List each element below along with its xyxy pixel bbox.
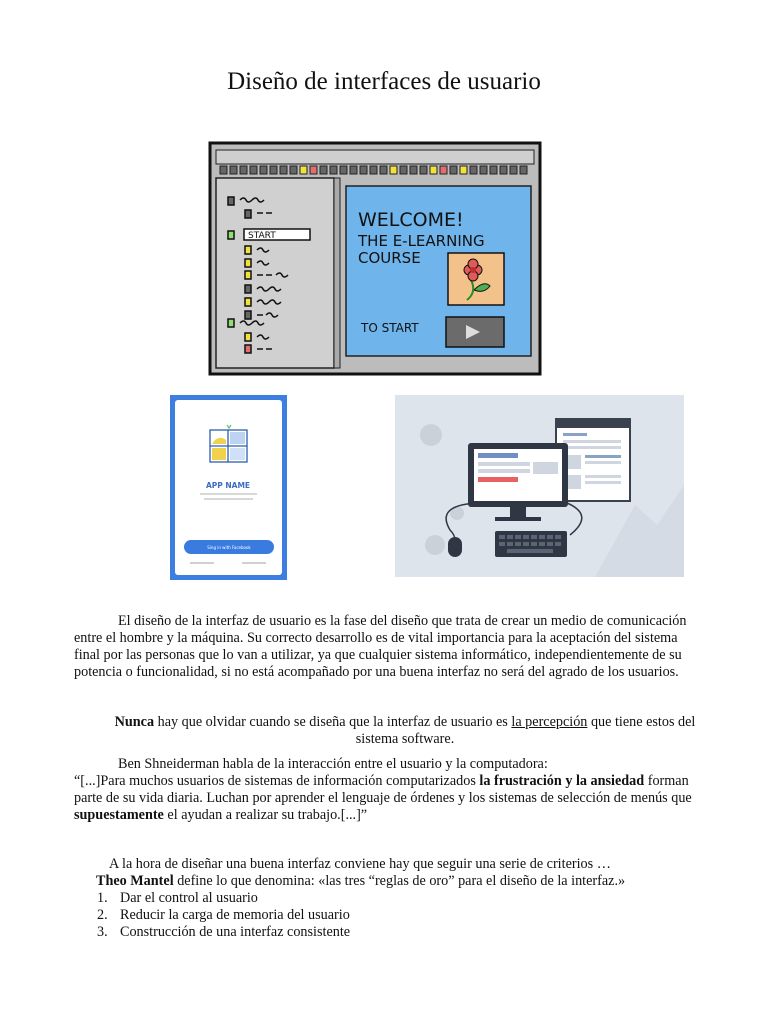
list-text: Reducir la carga de memoria del usuario — [120, 907, 350, 923]
start-tree-label: START — [248, 231, 276, 241]
list-item — [97, 907, 350, 924]
to-start-text: TO START — [361, 321, 419, 335]
mouse-icon — [448, 537, 462, 557]
shneiderman-intro: Ben Shneiderman habla de la interacción entre el usuario y la computadora: — [118, 756, 548, 772]
intro-paragraph: El diseño de la interfaz de usuario es la fase del diseño que trata de crear un medio de comunicación entre el hombre y la máquina. Su correcto desarrollo es de vital importancia para la aceptación del sistema final por las personas que lo van a utilizar, ya que cualquier sistema informático, independientemente de su potencia o funcionalidad, si no está acompañado por una buena interfaz no será del agrado de los usuarios. — [74, 613, 687, 680]
computer-illustration — [395, 395, 684, 577]
mobile-app-illustration — [170, 395, 287, 580]
elearning-line3: COURSE — [358, 249, 421, 267]
quote-part-b: forman parte de su vida diaria. Luchan por aprender el lenguaje de órdenes y los sistemas de selección de menús que — [74, 773, 692, 806]
perception-paragraph — [110, 714, 700, 748]
list-text: Dar el control al usuario — [120, 890, 258, 906]
quote-part-a: “[...]Para muchos usuarios de sistemas de información computarizados — [74, 773, 480, 789]
app-logo-icon — [210, 425, 247, 462]
facebook-signin-label: Sing in with Facebook — [207, 545, 251, 550]
list-number: 3. — [97, 924, 108, 940]
nunca-bold: Nunca — [114, 714, 155, 730]
list-item — [97, 890, 258, 907]
elearning-illustration — [208, 140, 544, 378]
list-number: 1. — [97, 890, 108, 906]
welcome-text: WELCOME! — [358, 209, 464, 231]
flower-icon — [448, 253, 504, 305]
list-text: Construcción de una interfaz consistente — [120, 924, 351, 940]
list-number: 2. — [97, 907, 108, 923]
theo-mantel-line — [96, 873, 716, 890]
theo-mantel-bold: Theo Mantel — [96, 873, 174, 889]
app-name: APP NAME — [205, 481, 251, 490]
perception-text-2: que tiene estos del sistema software. — [355, 714, 696, 747]
perception-text-1: hay que olvidar cuando se diseña que la interfaz de usuario es — [154, 714, 512, 730]
list-item — [97, 924, 350, 941]
shneiderman-quote — [74, 773, 694, 824]
document-title: Diseño de interfaces de usuario — [227, 68, 541, 95]
elearning-line2: THE E-LEARNING — [358, 232, 485, 250]
play-button-icon — [446, 317, 504, 347]
perception-underlined: la percepción — [511, 714, 588, 730]
quote-bold-1: la frustración y la ansiedad — [479, 773, 645, 789]
toolbar-icons — [220, 166, 527, 174]
theo-mantel-text: define lo que denomina: «las tres “reglas de oro” para el diseño de la interfaz.» — [173, 873, 626, 889]
quote-bold-2: supuestamente — [74, 807, 164, 823]
quote-part-c: el ayudan a realizar su trabajo.[...]” — [163, 807, 368, 823]
criteria-intro: A la hora de diseñar una buena interfaz conviene hay que seguir una serie de criterios … — [109, 856, 611, 872]
